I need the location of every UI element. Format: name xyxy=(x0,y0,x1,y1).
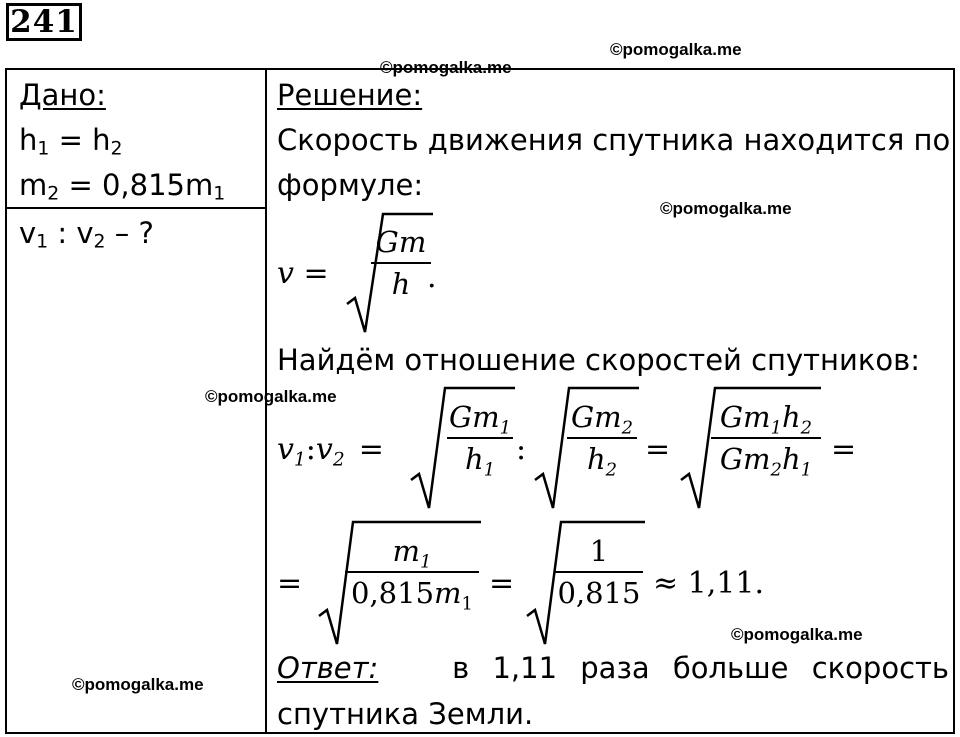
formula-1-end: . xyxy=(427,260,437,295)
formula-1-lhs: v = xyxy=(277,256,329,291)
formula-3-equals: = xyxy=(277,566,303,601)
watermark: ©pomogalka.me xyxy=(205,387,337,406)
solution-text-1: Скорость движения спутника находится по xyxy=(277,123,951,157)
formula-2-fraction-1: $Gm_1$ $h_1$ xyxy=(448,400,512,481)
column-divider xyxy=(265,70,267,732)
formula-2-fraction-3: $Gm_1h_2$ $Gm_2h_1$ xyxy=(711,400,821,476)
formula-1-fraction: Gm h xyxy=(371,225,431,301)
formula-3-fraction-2: 1 0,815 xyxy=(555,534,643,610)
solution-header: Решение: xyxy=(277,78,423,112)
formula-2-separator: : xyxy=(516,432,527,467)
problem-number: 241 xyxy=(6,3,82,41)
solution-text-2: формуле: xyxy=(277,168,424,202)
solution-table xyxy=(5,68,955,734)
formula-2-lhs: $v_1:v_2$ = xyxy=(277,432,384,471)
given-line-2: $m_2 = 0,815m_1$ xyxy=(19,168,226,205)
solution-text-3: Найдём отношение скоростей спутников: xyxy=(277,343,920,377)
given-header: Дано: xyxy=(19,78,106,112)
watermark: ©pomogalka.me xyxy=(660,199,792,218)
formula-2-equals: = xyxy=(645,432,671,467)
answer-text: в 1,11 раза больше скорость xyxy=(452,651,949,685)
watermark: ©pomogalka.me xyxy=(610,40,742,59)
formula-2-fraction-2: $Gm_2$ $h_2$ xyxy=(567,400,637,476)
given-line-1: $h_1 = h_2$ xyxy=(19,123,123,160)
formula-3-result: ≈ 1,11. xyxy=(653,566,765,601)
answer-line xyxy=(277,650,949,686)
watermark: ©pomogalka.me xyxy=(72,675,204,694)
watermark: ©pomogalka.me xyxy=(731,625,863,644)
answer-label: Ответ: xyxy=(277,651,379,685)
given-divider xyxy=(7,207,265,209)
watermark: ©pomogalka.me xyxy=(380,58,512,77)
formula-3-equals-2: = xyxy=(489,566,515,601)
find-line: $v_1$ : $v_2$ – ? xyxy=(19,216,154,253)
formula-3-fraction-1: $m_1$ $0,815m_1$ xyxy=(345,534,479,610)
answer-text-2: спутника Земли. xyxy=(277,697,534,731)
formula-2-equals-end: = xyxy=(831,432,857,467)
